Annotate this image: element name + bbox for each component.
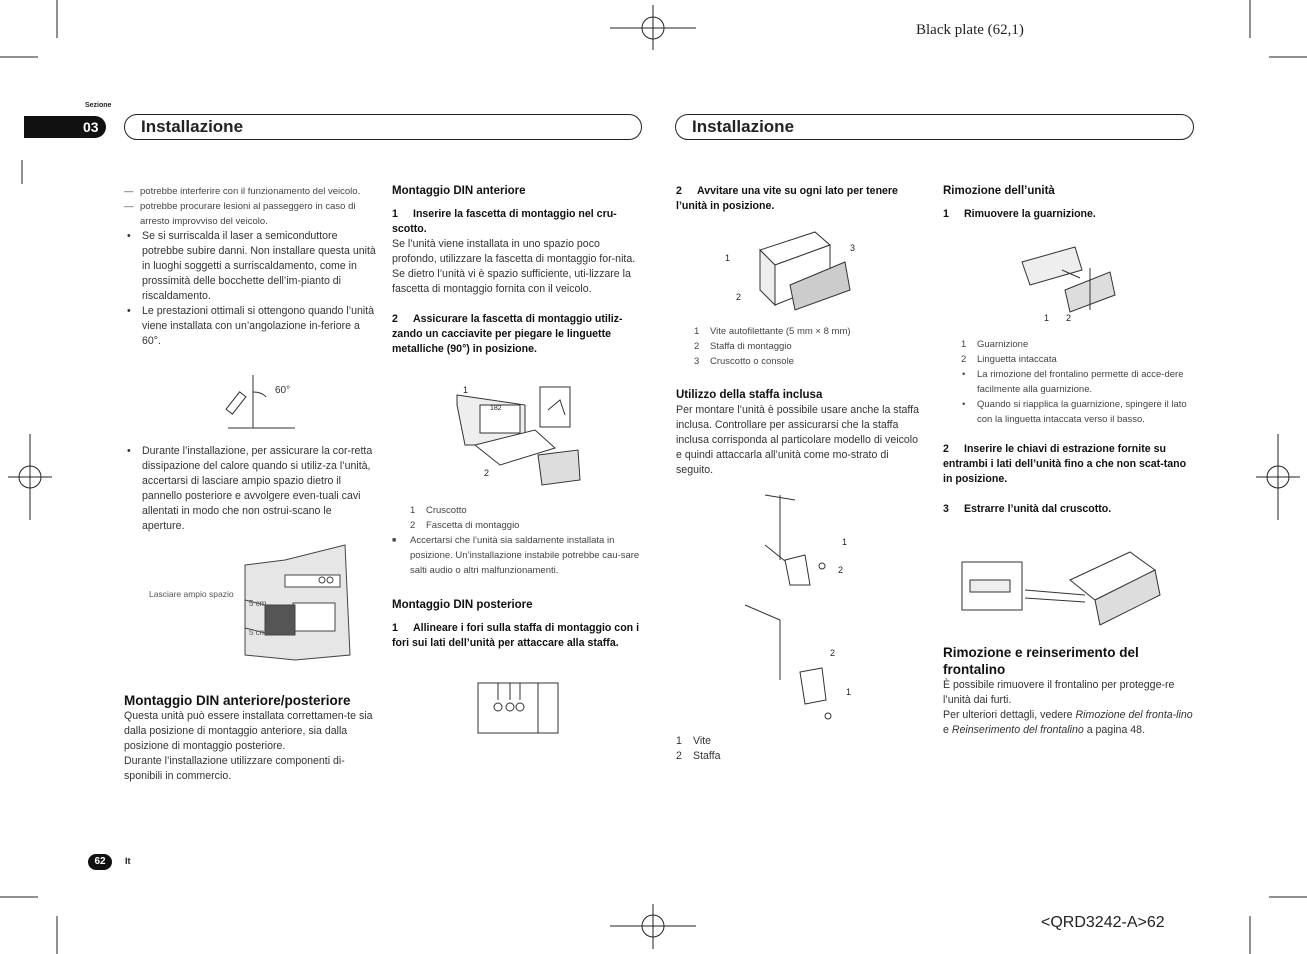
paragraph: È possibile rimuovere il frontalino per protegge-re l’unità dai furti. — [943, 679, 1175, 706]
bullet-item: • La rimozione del frontalino permette di acce-dere facilmente alla guarnizione. — [943, 367, 1193, 397]
callout: 1 — [463, 385, 469, 395]
din-rear-figure — [478, 683, 558, 733]
column-4-legend — [943, 337, 1193, 517]
right-section-header: Installazione — [675, 114, 1194, 140]
screw-figure — [760, 232, 850, 310]
section-heading: Montaggio DIN anteriore/posteriore — [124, 693, 351, 708]
din-front-figure — [457, 387, 580, 485]
angle-figure — [226, 375, 295, 428]
legend-item: 1 Vite — [676, 735, 712, 747]
paragraph: Durante l’installazione utilizzare componenti di-sponibili in commercio. — [124, 755, 345, 782]
step-item: 1 Allineare i fori sulla staffa di montaggio con i fori sui lati dell’unità per attaccare alla staffa. — [392, 622, 640, 649]
bullet-item: • Quando si riapplica la guarnizione, spingere il lato con la linguetta intaccata verso il basso. — [943, 397, 1193, 427]
paragraph: Per montare l’unità è possibile usare anche la staffa inclusa. Controllare per assicurarsi che la staffa inclusa corrisponda al particolare modello di veicolo e quindi attaccarla all’unità come mo-strato di seguito. — [676, 404, 920, 476]
link-rimozione[interactable]: Rimozione del fronta-lino — [1075, 709, 1193, 721]
step-item: 2 Avvitare una vite su ogni lato per tenere l’unità in posizione. — [676, 185, 898, 212]
document-code: <QRD3242-A>62 — [1041, 914, 1165, 931]
column-2 — [392, 184, 642, 357]
legend-item: 2 Staffa di montaggio — [694, 341, 792, 352]
dash-item: — potrebbe interferire con il funzionamento del veicolo. — [106, 184, 376, 199]
figure-number: 182 — [490, 405, 502, 412]
column-4 — [943, 184, 1193, 222]
callout: 2 — [830, 648, 836, 658]
bracket-figure-2 — [745, 605, 831, 719]
language-label: It — [125, 856, 131, 866]
legend-item: 2 Linguetta intaccata — [961, 354, 1057, 365]
column-1-part-2 — [124, 444, 376, 534]
step-item: 1 Rimuovere la guarnizione. — [943, 208, 1096, 220]
paragraph: Per ulteriori dettagli, vedere Rimozione del fronta-lino e Reinserimento del frontalino a pagina 48. — [943, 709, 1193, 736]
callout: 2 — [736, 292, 742, 302]
extraction-figure — [962, 552, 1160, 625]
section-heading: Montaggio DIN posteriore — [392, 599, 533, 611]
frontalino-section — [943, 644, 1195, 738]
legend-item: 1 Cruscotto — [410, 505, 467, 516]
paragraph: Questa unità può essere installata correttamen-te sia dalla posizione di montaggio anteriore, sia dalla posizione di montaggio posteriore. — [124, 710, 373, 752]
din-front-rear-section — [124, 692, 376, 784]
bullet-item: • Le prestazioni ottimali si ottengono quando l’unità viene installata con un’angolazione in-feriore a 60°. — [124, 304, 376, 349]
left-section-header: Installazione — [124, 114, 642, 140]
column-3-legend-2 — [676, 734, 926, 764]
gasket-figure — [1022, 247, 1115, 312]
angle-label: 60° — [275, 385, 291, 396]
bracket-figure-1 — [765, 495, 825, 585]
section-number-badge: 03 — [24, 116, 106, 138]
legend-item: 2 Fascetta di montaggio — [410, 520, 520, 531]
link-reinserimento[interactable]: Reinserimento del frontalino — [951, 724, 1084, 736]
step-item: 2 Assicurare la fascetta di montaggio utiliz-zando un cacciavite per piegare le linguette metalliche (90°) in posizione. — [392, 313, 623, 355]
callout: 3 — [850, 243, 856, 253]
step-item: 2 Inserire le chiavi di estrazione fornite su entrambi i lati dell’unità fino a che non scat-tano in posizione. — [943, 443, 1187, 485]
column-3-legend — [676, 324, 926, 478]
note-item: ■ Accertarsi che l’unità sia saldamente installata in posizione. Un’installazione instabile potrebbe cau-sare salti audio o altri malfunzionamenti. — [392, 533, 642, 578]
step-item: 3 Estrarre l’unità dal cruscotto. — [943, 503, 1112, 515]
column-3 — [676, 184, 926, 214]
bullet-item: • Durante l’installazione, per assicurare la cor-retta dissipazione del calore quando si utiliz-za l’unità, accertarsi di lasciare ampio spazio dietro il pannello posteriore e avvolgere even-tuali cavi allentati in modo che non ostrui-scano le aperture. — [124, 444, 376, 534]
cm-label-2: 5 cm — [249, 628, 267, 637]
cm-label-1: 5 cm — [249, 599, 267, 608]
callout: 2 — [1066, 313, 1072, 323]
space-label: Lasciare ampio spazio — [149, 589, 234, 599]
page-number-badge: 62 — [88, 854, 112, 870]
plate-label: Black plate (62,1) — [916, 22, 1024, 38]
step-item: 1 Inserire la fascetta di montaggio nel cru-scotto. — [392, 208, 617, 235]
section-heading: Rimozione dell’unità — [943, 185, 1055, 197]
legend-item: 2 Staffa — [676, 750, 721, 762]
callout: 1 — [725, 253, 731, 263]
dash-item: — potrebbe procurare lesioni al passeggero in caso di arresto improvviso del veicolo. — [106, 199, 376, 229]
callout: 2 — [484, 468, 490, 478]
paragraph: Se l’unità viene installata in uno spazio poco profondo, utilizzare la fascetta di montaggio for-nita. Se dietro l’unità vi è spazio sufficiente, uti-lizzare la fascetta di montaggio fornita con il veicolo. — [392, 238, 636, 295]
callout: 2 — [838, 565, 844, 575]
callout: 1 — [1044, 313, 1050, 323]
column-2-legend — [392, 503, 642, 651]
bullet-item: • Se si surriscalda il laser a semiconduttore potrebbe subire danni. Non installare questa unità in luoghi soggetti a surriscaldamento, come in prossimità delle bocchette dell’im-pianto di riscaldamento. — [124, 229, 376, 304]
legend-item: 3 Cruscotto o console — [694, 356, 794, 367]
callout: 1 — [842, 537, 848, 547]
callout: 1 — [846, 687, 852, 697]
legend-item: 1 Vite autofilettante (5 mm × 8 mm) — [694, 326, 851, 337]
section-heading: Rimozione e reinserimento del frontalino — [943, 645, 1139, 677]
section-heading: Montaggio DIN anteriore — [392, 185, 526, 197]
legend-item: 1 Guarnizione — [961, 339, 1029, 350]
section-heading: Utilizzo della staffa inclusa — [676, 389, 823, 401]
sezione-label: Sezione — [85, 102, 112, 109]
column-1 — [124, 184, 376, 349]
